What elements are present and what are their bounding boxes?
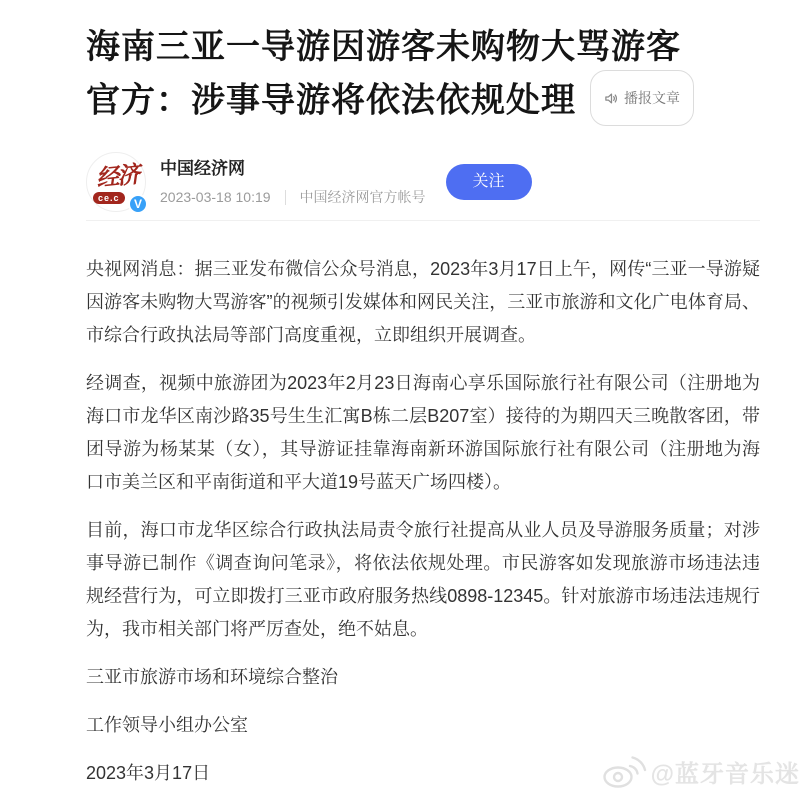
meta-divider [285,190,286,205]
paragraph-signature-org: 三亚市旅游市场和环境综合整治 [86,667,338,687]
header-divider [86,220,760,221]
article-body [86,253,760,790]
paragraph-signature-date: 2023年3月17日 [86,763,211,783]
verified-badge-icon: V [128,194,148,214]
title-line-2: 官方：涉事导游将依法依规处理 [86,81,576,120]
paragraph-1: 央视网消息：据三亚发布微信公众号消息，2023年3月17日上午，网传“三亚一导游疑因游客未购物大骂游客”的视频引发媒体和网民关注，三亚市旅游和文化广电体育局、市综合行政执法局等部门高度重视，立即组织开展调查。 [86,259,760,345]
paragraph-2: 经调查，视频中旅游团为2023年2月23日海南心享乐国际旅行社有限公司（注册地为海口市龙华区南沙路35号生生汇寓B栋二层B207室）接待的为期四天三晚散客团，带团导游为杨某某（女），其导游证挂靠海南新环游国际旅行社有限公司（注册地为海口市美兰区和平南街道和平大道19号蓝天广场四楼）。 [86,373,760,492]
title-line-1: 海南三亚一导游因游客未购物大骂游客 [86,28,681,66]
publisher-logo-domain: ce.c [93,192,125,204]
publisher-logo[interactable] [86,152,146,212]
article-title [86,24,760,126]
speaker-icon [604,91,619,106]
publisher-info [160,157,426,207]
paragraph-signature-office: 工作领导小组办公室 [86,715,248,735]
broadcast-article-button[interactable] [590,70,694,126]
broadcast-label: 播报文章 [624,90,680,106]
watermark-handle: @蓝牙音乐迷 [650,760,800,788]
publisher-name[interactable]: 中国经济网 [160,159,245,178]
follow-button[interactable]: 关注 [446,164,532,200]
publish-date: 2023-03-18 10:19 [160,189,271,205]
publisher-meta [160,187,426,207]
publisher-bar [86,152,760,212]
publisher-logo-calligraphy: 经济 [94,160,140,193]
paragraph-3: 目前，海口市龙华区综合行政执法局责令旅行社提高从业人员及导游服务质量；对涉事导游已制作《调查询问笔录》，将依法依规处理。市民游客如发现旅游市场违法违规经营行为，可立即拨打三亚市政府服务热线0898-12345。针对旅游市场违法违规行为，我市相关部门将严厉查处，绝不姑息。 [86,520,760,639]
official-account-label: 中国经济网官方帐号 [299,189,426,205]
